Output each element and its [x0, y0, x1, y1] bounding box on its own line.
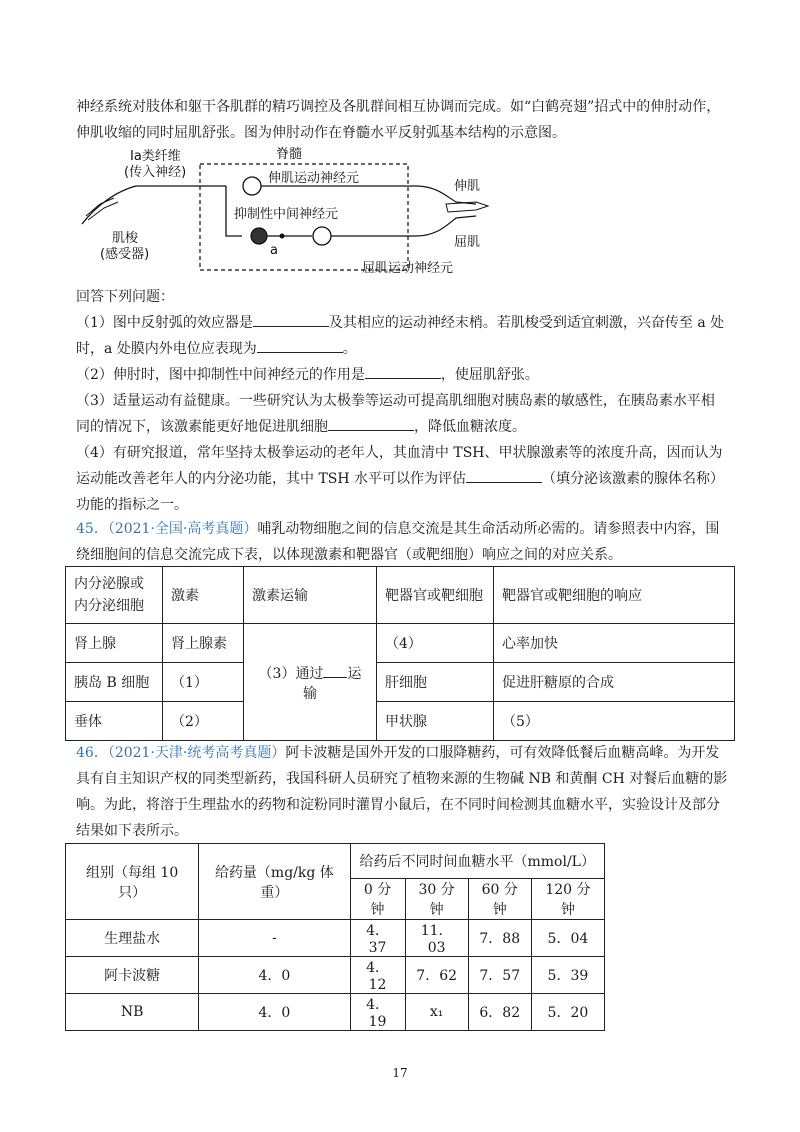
q44-p4-text-c: （填分泌该激素的腺体名称）	[542, 471, 725, 487]
transport-text-b: 运输	[303, 666, 362, 702]
table-row	[66, 994, 605, 1031]
header-gland-line-1: 内分泌腺或	[74, 576, 144, 592]
answer-blank[interactable]	[323, 661, 347, 678]
transport-cell	[244, 624, 377, 741]
table-cell: 7．62	[405, 957, 468, 994]
table-cell: 肾上腺	[66, 624, 163, 663]
point-a-label: a	[270, 243, 278, 258]
table-cell: （1）	[163, 663, 244, 702]
table-cell: NB	[66, 994, 199, 1031]
table-header-cell: 60 分钟	[468, 879, 531, 920]
q45-number: 45．	[76, 521, 108, 537]
answer-blank[interactable]	[257, 336, 343, 353]
table-cell: 4．0	[199, 957, 350, 994]
table-cell: x₁	[405, 994, 468, 1031]
q44-p4-text-b: 运动能改善老年人的内分泌功能，其中 TSH 水平可以作为评估	[76, 471, 467, 487]
q46-number: 46．	[76, 745, 108, 761]
intro-line-2: 伸肌收缩的同时屈肌舒张。图为伸肘动作在脊髓水平反射弧基本结构的示意图。	[76, 125, 566, 141]
table-row	[66, 844, 605, 879]
extensor-neuron-label: 伸肌运动神经元	[268, 171, 360, 186]
q45-line2: 绕细胞间的信息交流完成下表，以体现激素和靶器官（或靶细胞）响应之间的对应关系。	[76, 547, 622, 563]
q46-line3: 响。为此，将溶于生理盐水的药物和淀粉同时灌胃小鼠后，在不同时间检测其血糖水平，实验设计及部分	[76, 797, 720, 813]
table-row	[66, 663, 735, 702]
q44-p2	[76, 362, 726, 388]
table-header-cell: 给药量（mg/kg 体重）	[199, 844, 350, 920]
spindle-shape	[86, 198, 114, 216]
answer-blank[interactable]	[466, 466, 542, 483]
table-header-cell: 组别（每组 10 只）	[66, 844, 199, 920]
table-cell: 11．03	[405, 920, 468, 957]
q44-lead: 回答下列问题：	[76, 289, 174, 305]
fiber-label-1: Ⅰa类纤维	[130, 149, 181, 164]
spindle-label-2: (感受器)	[100, 247, 150, 262]
table-cell: 垂体	[66, 702, 163, 741]
answer-blank[interactable]	[328, 414, 414, 431]
table-cell: 5．39	[531, 957, 604, 994]
table-cell: 心率加快	[494, 624, 735, 663]
q44-p1-text-a: （1）图中反射弧的效应器是	[76, 315, 253, 331]
answer-blank[interactable]	[365, 362, 441, 379]
table-cell: 7．57	[468, 957, 531, 994]
header-gland-line-2: 内分泌细胞	[74, 598, 144, 614]
table-cell: 促进肝糖原的合成	[494, 663, 735, 702]
q44-p2-text-b: ，使屈肌舒张。	[440, 367, 539, 383]
flexor-muscle-line	[416, 216, 476, 236]
q44-p3-line1: （3）适量运动有益健康。一些研究认为太极拳等运动可提高肌细胞对胰岛素的敏感性，在胰岛素水平相	[76, 393, 715, 409]
table-header-cell: 激素运输	[244, 567, 377, 624]
q46-line1	[76, 740, 726, 766]
table-cell: 甲状腺	[377, 702, 494, 741]
table-cell: -	[199, 920, 350, 957]
q44-p3-text-c: ，降低血糖浓度。	[414, 419, 526, 435]
table-cell: 胰岛 B 细胞	[66, 663, 163, 702]
table-header-cell: 30 分钟	[405, 879, 468, 920]
table-header-cell: 0 分钟	[350, 879, 405, 920]
table-cell: 4．12	[350, 957, 405, 994]
q44-p1-text-c: 时，a 处膜内外电位应表现为	[76, 341, 257, 357]
table-cell: 5．04	[531, 920, 604, 957]
table-cell: 4．37	[350, 920, 405, 957]
q44-p1-text-b: 及其相应的运动神经末梢。若肌梭受到适宜刺激，兴奋传至 a 处	[328, 315, 725, 331]
q44-p1-text-d: 。	[342, 341, 357, 357]
table-row	[66, 957, 605, 994]
table-header-cell: 靶器官或靶细胞的响应	[494, 567, 735, 624]
table-row	[66, 567, 735, 624]
table-row	[66, 624, 735, 663]
inhibitory-neuron-label: 抑制性中间神经元	[234, 207, 339, 222]
q44-p4-line2	[76, 466, 726, 492]
table-cell: 4．19	[350, 994, 405, 1031]
page-number: 17	[392, 1066, 408, 1080]
table-header-cell: 给药后不同时间血糖水平（mmol/L）	[350, 844, 605, 879]
q44-p4-line3: 功能的指标之一。	[76, 497, 188, 513]
table-cell: （5）	[494, 702, 735, 741]
q44-p1-line1	[76, 310, 726, 336]
table-cell: （2）	[163, 702, 244, 741]
table-row	[66, 702, 735, 741]
answer-blank[interactable]	[253, 310, 329, 327]
table-cell: 肝细胞	[377, 663, 494, 702]
table-cell: 5．20	[531, 994, 604, 1031]
intro-line-1: 神经系统对肢体和躯干各肌群的精巧调控及各肌群间相互协调而完成。如“白鹤亮翅”招式中的伸肘动作，	[76, 99, 721, 115]
transport-text-a: （3）通过	[258, 666, 324, 682]
q46-table	[65, 843, 605, 1031]
table-cell: 7．88	[468, 920, 531, 957]
table-cell: 生理盐水	[66, 920, 199, 957]
table-cell: 6．82	[468, 994, 531, 1031]
table-cell: 4．0	[199, 994, 350, 1031]
flexor-label: 屈肌	[454, 235, 481, 250]
afferent-fiber	[82, 186, 226, 224]
reflex-arc-diagram	[76, 146, 496, 276]
table-header-cell: 靶器官或靶细胞	[377, 567, 494, 624]
q46-source: （2021·天津·统考高考真题）	[107, 745, 286, 761]
spindle-label-1: 肌梭	[112, 231, 139, 246]
q44-p3-text-b: 同的情况下，该激素能更好地促进肌细胞	[76, 419, 328, 435]
q44-p2-text-a: （2）伸肘时，图中抑制性中间神经元的作用是	[76, 367, 365, 383]
q44-p1-line2	[76, 336, 726, 362]
q45-line1	[76, 516, 726, 542]
table-cell: 肾上腺素	[163, 624, 244, 663]
flexor-neuron-soma	[313, 227, 331, 245]
q45-source: （2021·全国·高考真题）	[107, 521, 258, 537]
q45-table	[65, 566, 735, 741]
table-header-cell: 激素	[163, 567, 244, 624]
extensor-label: 伸肌	[454, 179, 481, 194]
reflex-arc-svg	[76, 146, 496, 276]
table-cell: 阿卡波糖	[66, 957, 199, 994]
q46-text-a: 阿卡波糖是国外开发的口服降糖药，可有效降低餐后血糖高峰。为开发	[285, 745, 720, 761]
spinal-cord-label: 脊髓	[276, 147, 303, 162]
q46-line4: 结果如下表所示。	[76, 823, 188, 839]
q44-p3-line2	[76, 414, 726, 440]
extensor-neuron-soma	[243, 177, 261, 195]
q46-line2: 具有自主知识产权的同类型新药，我国科研人员研究了植物来源的生物碱 NB 和黄酮 CH 对餐后血糖的影	[76, 771, 728, 787]
fiber-label-2: (传入神经)	[124, 165, 187, 180]
q44-p4-line1: （4）有研究报道，常年坚持太极拳运动的老年人，其血清中 TSH、甲状腺激素等的浓度升高，因而认为	[76, 445, 723, 461]
table-header-cell: 120 分钟	[531, 879, 604, 920]
table-cell: （4）	[377, 624, 494, 663]
table-header-cell	[66, 567, 163, 624]
inhibitory-neuron-soma	[251, 228, 267, 244]
flexor-neuron-label: 屈肌运动神经元	[362, 261, 454, 276]
table-row	[66, 920, 605, 957]
q45-text-a: 哺乳动物细胞之间的信息交流是其生命活动所必需的。请参照表中内容，围	[257, 521, 720, 537]
